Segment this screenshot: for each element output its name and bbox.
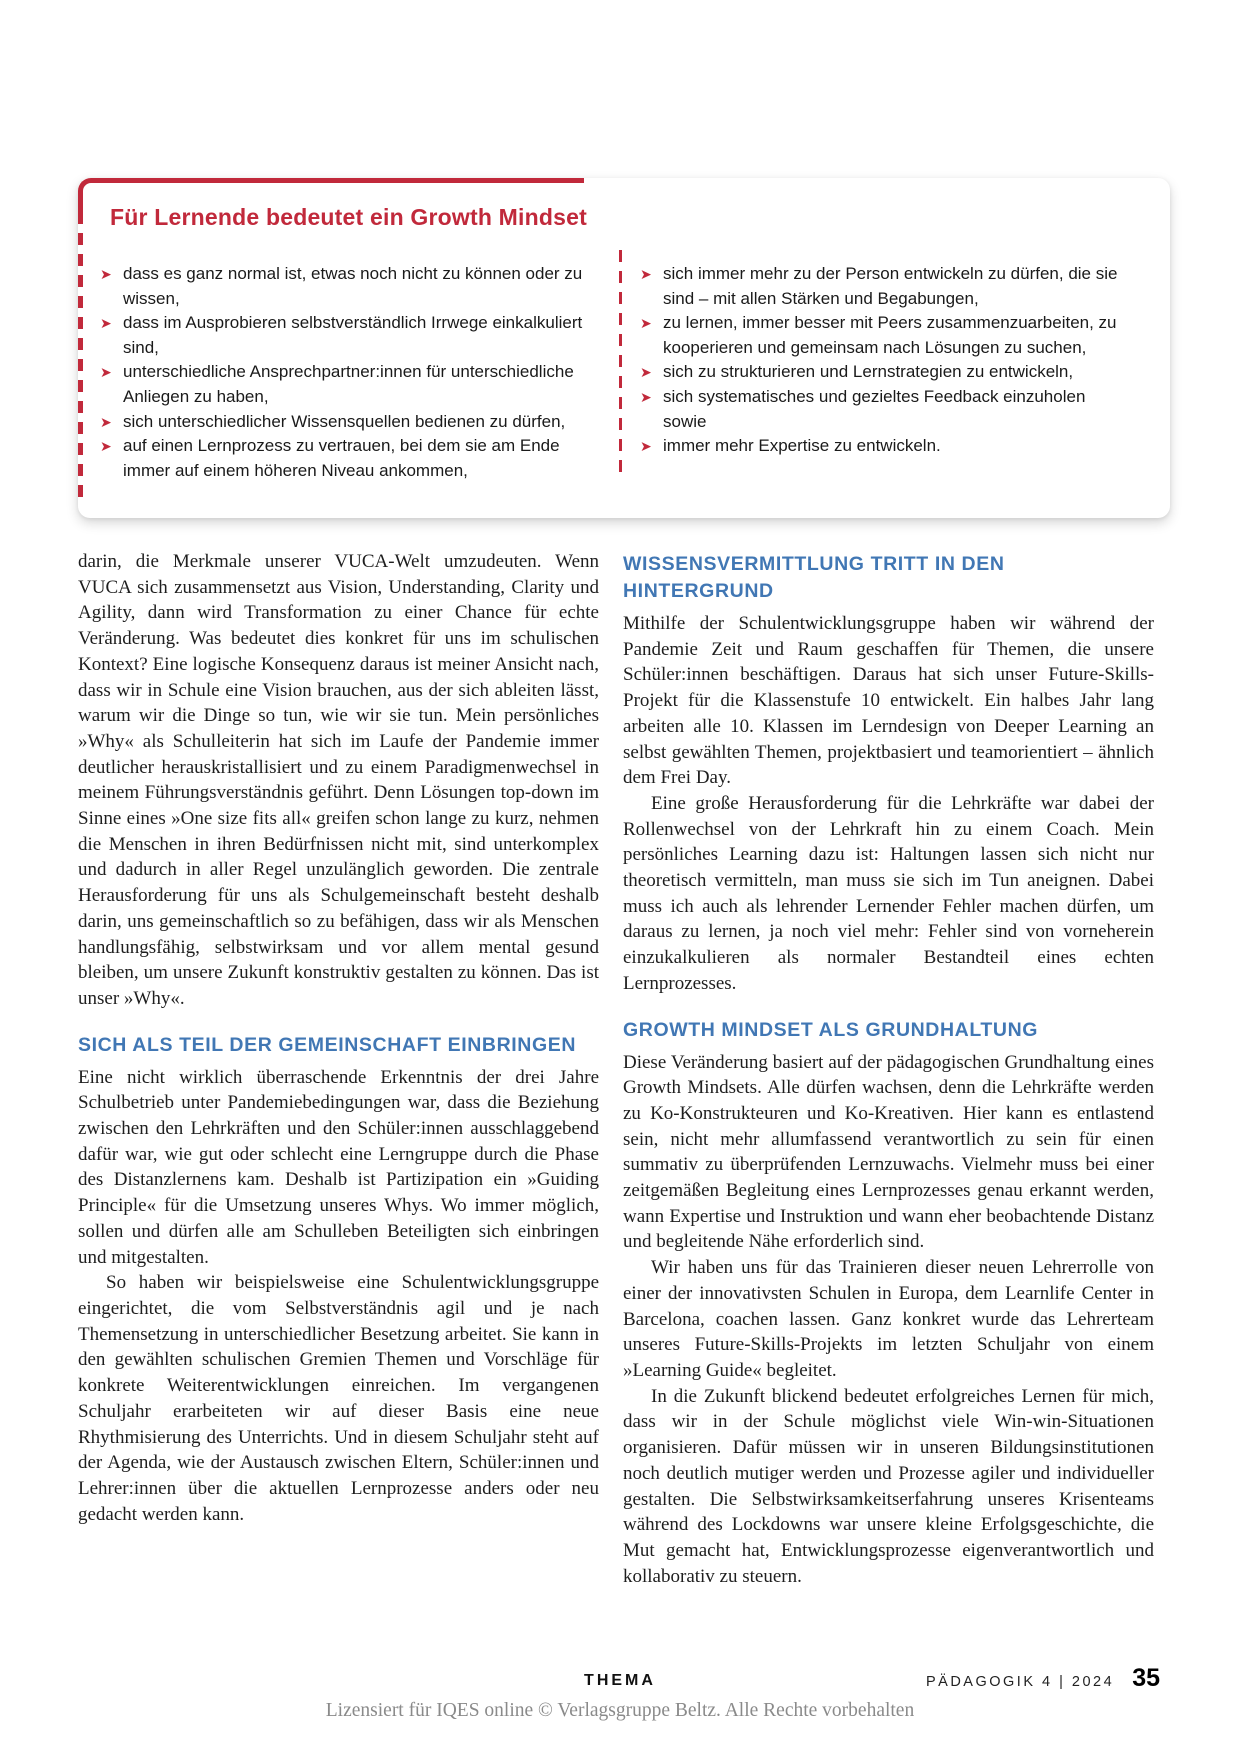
license-line: Lizensiert für IQES online © Verlagsgruppe Beltz. Alle Rechte vorbehalten (325, 1700, 915, 1721)
bullet-item (640, 434, 1118, 459)
bullet-arrow-icon: ➤ (100, 364, 112, 381)
bullet-arrow-icon: ➤ (640, 388, 652, 405)
bullet-item (100, 360, 587, 409)
bullet-text: sich systematisches und gezieltes Feedback einzuholen sowie (663, 386, 1086, 431)
section-heading: GROWTH MINDSET ALS GRUNDHALTUNG (623, 1018, 1039, 1041)
infobox-columns (78, 262, 1170, 483)
bullet-arrow-icon: ➤ (640, 364, 652, 381)
bullet-text: unterschiedliche Ansprechpartner:innen für unterschiedliche Anliegen zu haben, (123, 362, 574, 406)
growth-mindset-infobox (78, 178, 1170, 518)
paragraph: Eine große Herausforderung für die Lehrkräfte war dabei der Rollenwechsel von der Lehrkraft hin zu einem Coach. Mein persönliches Learning dazu ist: Haltungen lassen sich nicht nur theoretisch vermitteln, man muss sie sich im Tun aneignen. Dabei muss ich auch als lehrender Lernender Fehler machen dürfen, um daraus zu lernen, ja noch viel mehr: Fehler sind von vorneherein einzukalkulieren als normaler Bestandteil eines echten Lernprozesses. (623, 792, 1154, 994)
paragraph: Diese Veränderung basiert auf der pädagogischen Grundhaltung eines Growth Mindsets. Alle dürfen wachsen, denn die Lehrkräfte werden zu Ko-Konstrukteuren und Ko-Kreativen. Hier kann es entlastend sein, nicht mehr allumfassend verantwortlich zu sein für einen summativ zu überprüfenden Lernzuwachs. Vielmehr muss bei einer zeitgemäßen Begleitung eines Lernprozesses genau erkannt werden, wann Expertise und Instruktion und wann eher beobachtende Distanz und begleitende Nähe erforderlich sind. (623, 1051, 1154, 1253)
box-top-accent-line (104, 178, 584, 183)
article-column-right (623, 549, 1154, 1589)
bullet-item (640, 311, 1118, 360)
bullet-item (100, 434, 587, 483)
paragraph: In die Zukunft blickend bedeutet erfolgreiches Lernen für mich, dass wir in der Schule möglichst viele Win-win-Situationen organisieren. Dafür müssen wir in unseren Bildungsinstitutionen noch deutlich mutiger werden und Prozesse agiler und individueller gestalten. Die Selbstwirksamkeitserfahrung unseres Krisenteams während des Lockdowns war unsere kleine Erfolgsgeschichte, die Mut gemacht hat, Entwicklungsprozesse eigenverantwortlich und kollaborativ zu steuern. (623, 1385, 1154, 1587)
section-heading: SICH ALS TEIL DER GEMEINSCHAFT EINBRINGEN (78, 1033, 577, 1056)
infobox-title: Für Lernende bedeutet ein Growth Mindset (110, 204, 587, 230)
bullet-item (100, 410, 587, 435)
box-corner-accent (78, 178, 111, 213)
section-heading: WISSENSVERMITTLUNG TRITT IN DEN HINTERGRUND (623, 553, 1005, 602)
page-number: 35 (1132, 1664, 1160, 1692)
bullet-text: auf einen Lernprozess zu vertrauen, bei dem sie am Ende immer auf einem höheren Niveau ankommen, (123, 436, 560, 480)
footer-journal-container (926, 1664, 1160, 1693)
bullet-text: dass im Ausprobieren selbstverständlich Irrwege einkalkuliert sind, (123, 313, 583, 357)
bullet-arrow-icon: ➤ (640, 266, 652, 282)
article-column-left (78, 549, 599, 1527)
bullet-text: zu lernen, immer besser mit Peers zusammenzuarbeiten, zu kooperieren und gemeinsam nach Lösungen zu suchen, (663, 313, 1117, 357)
bullet-text: sich unterschiedlicher Wissensquellen bedienen zu dürfen, (123, 411, 566, 431)
bullet-item (640, 262, 1118, 311)
bullet-arrow-icon: ➤ (100, 266, 112, 282)
bullet-text: dass es ganz normal ist, etwas noch nicht zu können oder zu wissen, (123, 264, 583, 308)
bullet-text: sich immer mehr zu der Person entwickeln zu dürfen, die sie sind – mit allen Stärken und Begabungen, (663, 264, 1118, 308)
bullet-arrow-icon: ➤ (100, 438, 112, 455)
bullet-text: immer mehr Expertise zu entwickeln. (663, 436, 941, 456)
journal-title: PÄDAGOGIK 4 | 2024 (925, 1674, 1115, 1690)
bullet-arrow-icon: ➤ (640, 315, 652, 332)
paragraph: Eine nicht wirklich überraschende Erkenntnis der drei Jahre Schulbetrieb unter Pandemiebedingungen war, dass die Beziehung zwischen den Lehrkräften und den Schüler:innen ausschlaggebend dafür war, wie gut oder schlecht eine Lerngruppe durch die Phase des Distanzlernens kam. Deshalb ist Partizipation ein »Guiding Principle« für die Umsetzung unseres Whys. Wo immer möglich, sollen und dürfen alle am Schulleben Beteiligten sich einbringen und mitgestalten. (78, 1066, 599, 1268)
paragraph: So haben wir beispielsweise eine Schulentwicklungsgruppe eingerichtet, die vom Selbstverständnis agil und je nach Themensetzung in unterschiedlicher Besetzung arbeitet. Sie kann in den gewählten schulischen Gremien Themen und Vorschläge für konkrete Weiterentwicklungen einreichen. Im vergangenen Schuljahr erarbeiteten wir auf dieser Basis eine neue Rhythmisierung des Unterrichts. Und in diesem Schuljahr steht auf der Agenda, wie der Austausch zwischen Eltern, Schüler:innen und Lehrer:innen über die aktuellen Lernprozesse anders oder neu gedacht werden kann. (78, 1272, 599, 1525)
bullet-item (100, 262, 587, 311)
paragraph: darin, die Merkmale unserer VUCA-Welt umzudeuten. Wenn VUCA sich zusammensetzt aus Vision, Understanding, Clarity und Agility, dann wird Transformation zu einer Chance für echte Veränderung. Was bedeutet dies konkret für uns im schulischen Kontext? Eine logische Konsequenz daraus ist meiner Ansicht nach, dass wir in Schule eine Vision brauchen, aus der sich ableiten lässt, warum wir die Dinge so tun, wie wir sie tun. Mein persönliches »Why« als Schulleiterin hat sich im Laufe der Pandemie immer deutlicher herauskristallisiert und zu einem Paradigmenwechsel in meinem Führungsverständnis geführt. Denn Lösungen top-down im Sinne eines »One size fits all« greifen schon lange zu kurz, nehmen die Menschen in ihren Bedürfnissen nicht mit, sind unterkomplex und dadurch in aller Regel unzulänglich geworden. Die zentrale Herausforderung für uns als Schulgemeinschaft besteht deshalb darin, uns gemeinschaftlich so zu befähigen, dass wir als Menschen handlungsfähig, selbstwirksam und vor allem mental gesund bleiben, um unsere Zukunft konstruktiv gestalten zu können. Das ist unser »Why«. (78, 551, 599, 1009)
paragraph: Mithilfe der Schulentwicklungsgruppe haben wir während der Pandemie Zeit und Raum geschaffen für Themen, die unsere Schüler:innen beschäftigen. Daraus hat sich unser Future-Skills-Projekt für die Klassenstufe 10 entwickelt. Ein halbes Jahr lang arbeiten alle 10. Klassen im Lerndesign von Deeper Learning an selbst gewählten Themen, projektbasiert und teamorientiert – ähnlich dem Frei Day. (623, 613, 1154, 789)
bullet-arrow-icon: ➤ (100, 315, 112, 332)
footer-section-label: THEMA (584, 1672, 656, 1689)
paragraph: Wir haben uns für das Trainieren dieser neuen Lehrerrolle von einer der innovativsten Schulen in Europa, dem Learnlife Center in Barcelona, coachen lassen. Ganz konkret wurde das Lehrerteam unseres Future-Skills-Projekts im letzten Schuljahr von einem »Learning Guide« begleitet. (623, 1257, 1154, 1381)
bullet-text: sich zu strukturieren und Lernstrategien zu entwickeln, (663, 362, 1074, 382)
bullet-list-right (640, 262, 1118, 483)
bullet-item (640, 385, 1118, 434)
bullet-arrow-icon: ➤ (640, 438, 652, 455)
bullet-arrow-icon: ➤ (100, 413, 112, 430)
bullet-list-left (100, 262, 587, 483)
bullet-item (100, 311, 587, 360)
bullet-item (640, 360, 1118, 385)
